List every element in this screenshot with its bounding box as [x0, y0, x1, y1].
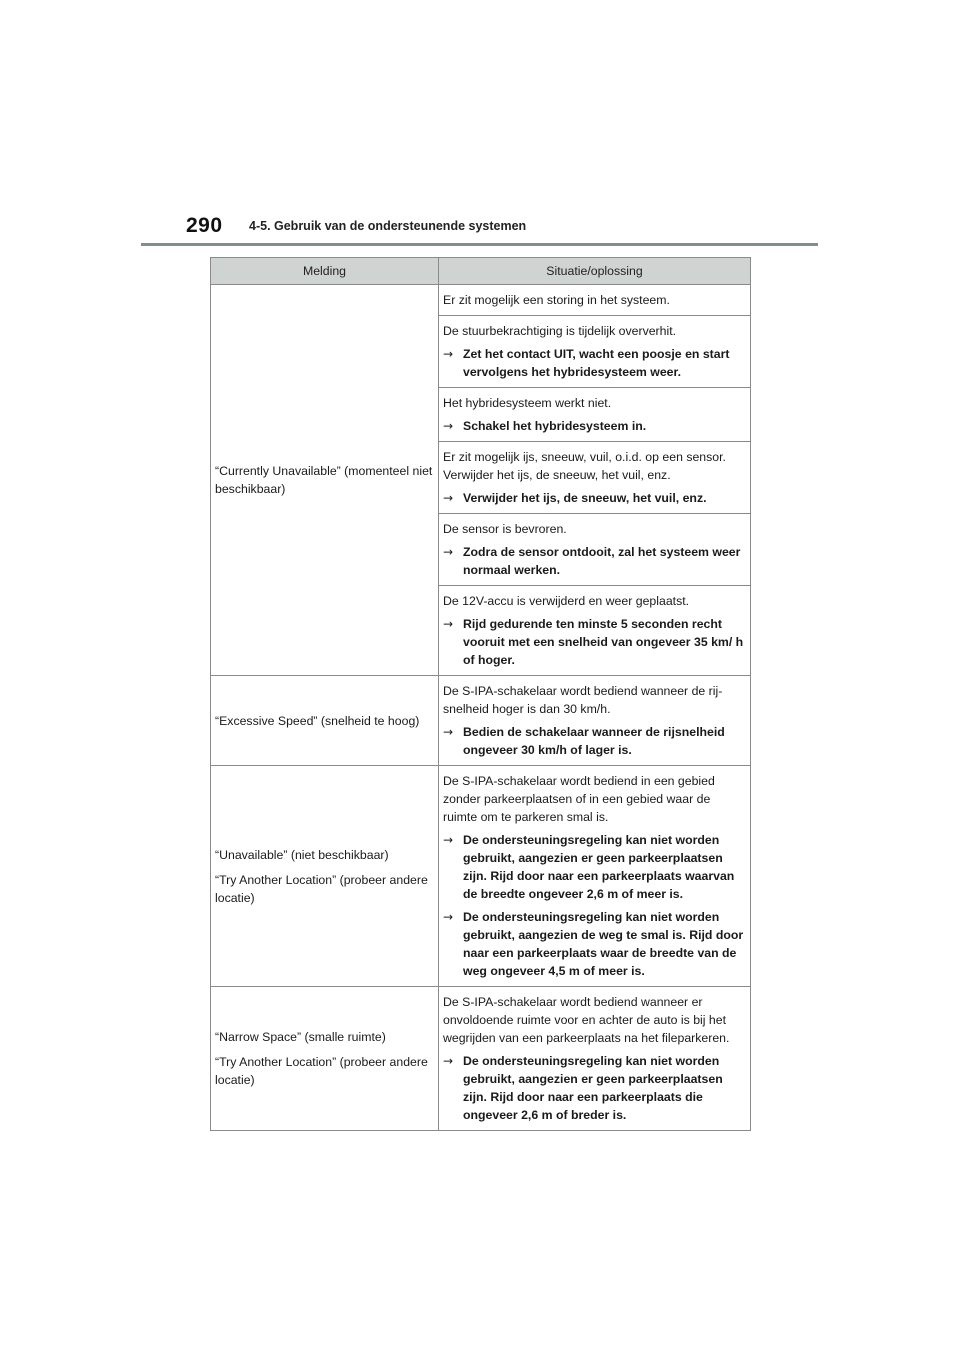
section-title: 4-5. Gebruik van de ondersteunende systemen — [249, 219, 527, 233]
arrow-right-icon: → — [443, 617, 454, 631]
arrow-right-icon: → — [443, 545, 454, 559]
solution-step — [443, 1052, 746, 1124]
situation-text: De S-IPA-schakelaar wordt bediend wanneer de rij- snelheid hoger is dan 30 km/h. — [443, 684, 723, 716]
arrow-right-icon: → — [443, 833, 454, 847]
solution-step — [443, 417, 746, 435]
message-text: “Narrow Space” (smalle ruimte) — [215, 1030, 386, 1044]
situation-block — [439, 766, 750, 986]
situation-cell — [439, 676, 751, 766]
arrow-right-icon: → — [443, 419, 454, 433]
solution-text: Zet het contact UIT, wacht een poosje en start vervolgens het hybridesysteem weer. — [463, 347, 730, 379]
situation-block — [439, 676, 750, 765]
table-row — [211, 987, 751, 1131]
situation-cell — [439, 766, 751, 987]
table-row — [211, 676, 751, 766]
situation-text: De 12V-accu is verwijderd en weer geplaatst. — [443, 594, 690, 608]
table-body — [211, 285, 751, 1131]
arrow-right-icon: → — [443, 347, 454, 361]
message-table — [210, 257, 751, 1131]
solution-text: Zodra de sensor ontdooit, zal het systeem weer normaal werken. — [463, 545, 741, 577]
arrow-right-icon: → — [443, 725, 454, 739]
situation-text: Het hybridesysteem werkt niet. — [443, 396, 612, 410]
message-cell — [211, 987, 439, 1131]
solution-text: Bedien de schakelaar wanneer de rijsnelheid ongeveer 30 km/h of lager is. — [463, 725, 725, 757]
situation-cell — [439, 285, 751, 676]
message-cell — [211, 285, 439, 676]
situation-cell — [439, 987, 751, 1131]
situation-text: De S-IPA-schakelaar wordt bediend in een gebied zonder parkeerplaatsen of in een gebied waar de ruimte om te parkeren smal is. — [443, 774, 715, 824]
solution-text: Rijd gedurende ten minste 5 seconden recht vooruit met een snelheid van ongeveer 35 km/ h of hoger. — [463, 617, 744, 667]
solution-step — [443, 908, 746, 980]
situation-block — [439, 987, 750, 1130]
solution-text: Schakel het hybridesysteem in. — [463, 419, 647, 433]
situation-block — [439, 285, 750, 316]
solution-step — [443, 489, 746, 507]
arrow-right-icon: → — [443, 1054, 454, 1068]
situation-block — [439, 514, 750, 586]
situation-text: De sensor is bevroren. — [443, 522, 567, 536]
table-row — [211, 285, 751, 676]
message-text: “Excessive Speed” (snelheid te hoog) — [215, 713, 420, 728]
situation-block — [439, 316, 750, 388]
situation-block — [439, 586, 750, 675]
message-cell — [211, 676, 439, 766]
solution-step — [443, 543, 746, 579]
arrow-right-icon: → — [443, 910, 454, 924]
solution-step — [443, 831, 746, 903]
message-text: “Try Another Location” (probeer andere locatie) — [215, 1055, 428, 1087]
solution-text: De ondersteuningsregeling kan niet worden gebruikt, aangezien de weg te smal is. Rijd door naar een parkeerplaats waar de breedte van de weg ongeveer 4,5 m of meer is. — [463, 910, 744, 978]
message-text: “Try Another Location” (probeer andere locatie) — [215, 872, 428, 905]
page-number: 290 — [186, 214, 223, 237]
solution-text: De ondersteuningsregeling kan niet worden gebruikt, aangezien er geen parkeerplaatsen zijn. Rijd door naar een parkeerplaats die ongeveer 2,6 m of breder is. — [463, 1054, 723, 1122]
solution-text: De ondersteuningsregeling kan niet worden gebruikt, aangezien er geen parkeerplaatsen zijn. Rijd door naar een parkeerplaats waarvan de breedte ongeveer 2,6 m of meer is. — [463, 833, 735, 901]
solution-step — [443, 615, 746, 669]
situation-text: De stuurbekrachtiging is tijdelijk oververhit. — [443, 324, 677, 338]
message-cell — [211, 766, 439, 987]
message-text: “Currently Unavailable” (momenteel niet beschikbaar) — [215, 464, 433, 496]
solution-step — [443, 723, 746, 759]
situation-text: Er zit mogelijk een storing in het systeem. — [443, 293, 670, 307]
situation-text: Er zit mogelijk ijs, sneeuw, vuil, o.i.d. op een sensor. Verwijder het ijs, de sneeuw, het vuil, enz. — [443, 450, 726, 482]
table-header-row — [211, 258, 751, 285]
situation-text: De S-IPA-schakelaar wordt bediend wanneer er onvoldoende ruimte voor en achter de auto is bij het wegrijden van een parkeerplaats na het fileparkeren. — [443, 995, 730, 1045]
arrow-right-icon: → — [443, 491, 454, 505]
situation-block — [439, 442, 750, 514]
header-divider — [141, 243, 818, 246]
column-header-situatie: Situatie/oplossing — [439, 258, 751, 285]
solution-text: Verwijder het ijs, de sneeuw, het vuil, enz. — [463, 491, 707, 505]
column-header-melding: Melding — [211, 258, 439, 285]
solution-step — [443, 345, 746, 381]
message-text: “Unavailable” (niet beschikbaar) — [215, 847, 389, 862]
situation-block — [439, 388, 750, 442]
table-row — [211, 766, 751, 987]
